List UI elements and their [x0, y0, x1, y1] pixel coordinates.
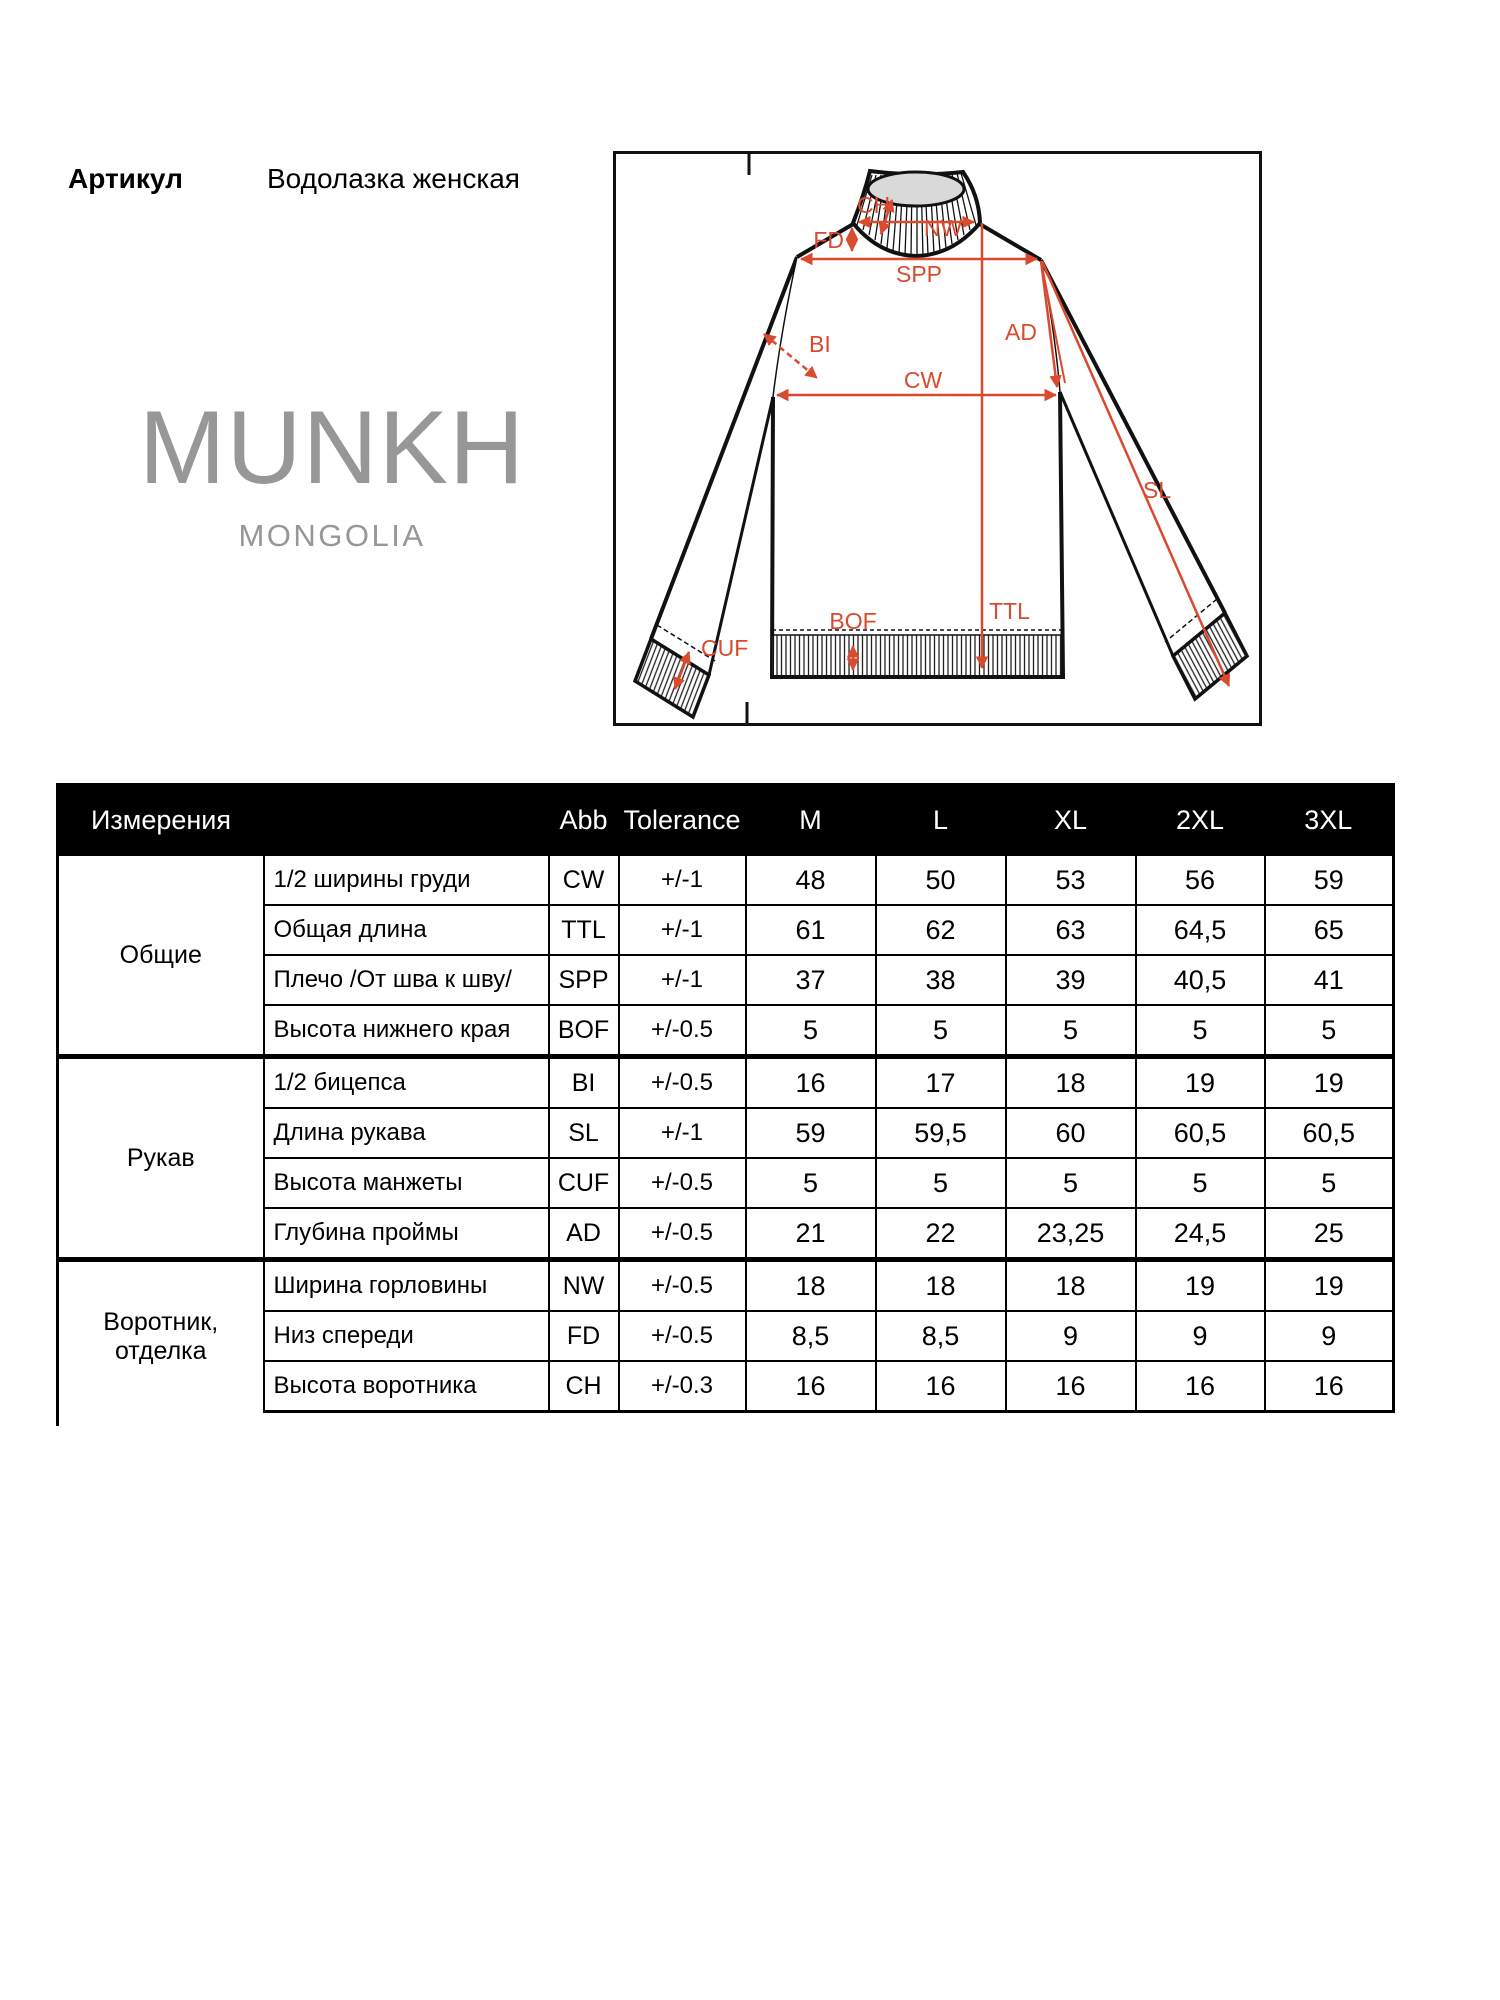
row-abb: BI: [549, 1057, 619, 1109]
value-xl: 18: [1006, 1057, 1136, 1109]
table-header-row: [58, 785, 1394, 856]
value-3xl: 19: [1265, 1057, 1394, 1109]
value-m: 5: [746, 1158, 876, 1208]
row-abb: TTL: [549, 905, 619, 955]
column-header-size-l: L: [876, 785, 1006, 856]
column-header-size-2xl: 2XL: [1136, 785, 1265, 856]
value-l: 50: [876, 855, 1006, 905]
column-header-tolerance: Tolerance: [619, 785, 746, 856]
value-m: 16: [746, 1361, 876, 1412]
row-tolerance: +/-0.5: [619, 1057, 746, 1109]
value-2xl: 24,5: [1136, 1208, 1265, 1260]
spp-label: SPP: [895, 261, 943, 287]
article-label: Артикул: [68, 163, 183, 194]
value-l: 16: [876, 1361, 1006, 1412]
row-label: Глубина проймы: [264, 1208, 549, 1260]
value-l: 5: [876, 1158, 1006, 1208]
value-l: 59,5: [876, 1108, 1006, 1158]
value-3xl: 25: [1265, 1208, 1394, 1260]
row-label: Длина рукава: [264, 1108, 549, 1158]
row-tolerance: +/-0.5: [619, 1311, 746, 1361]
row-tolerance: +/-0.5: [619, 1260, 746, 1312]
value-2xl: 5: [1136, 1158, 1265, 1208]
row-abb: FD: [549, 1311, 619, 1361]
value-xl: 9: [1006, 1311, 1136, 1361]
value-xl: 39: [1006, 955, 1136, 1005]
row-label: Высота воротника: [264, 1361, 549, 1412]
value-m: 8,5: [746, 1311, 876, 1361]
row-label: Низ спереди: [264, 1311, 549, 1361]
value-m: 48: [746, 855, 876, 905]
row-tolerance: +/-1: [619, 1108, 746, 1158]
value-m: 21: [746, 1208, 876, 1260]
value-2xl: 9: [1136, 1311, 1265, 1361]
value-2xl: 19: [1136, 1057, 1265, 1109]
value-l: 5: [876, 1005, 1006, 1057]
brand-logo: [60, 390, 604, 554]
size-table: [56, 783, 1395, 1413]
row-abb: AD: [549, 1208, 619, 1260]
table-row: [58, 1057, 1394, 1109]
value-3xl: 16: [1265, 1361, 1394, 1412]
row-abb: SL: [549, 1108, 619, 1158]
bof-label: BOF: [829, 608, 877, 634]
value-xl: 5: [1006, 1158, 1136, 1208]
table-row: [58, 1260, 1394, 1312]
ch-label: CH: [857, 192, 891, 218]
row-tolerance: +/-1: [619, 955, 746, 1005]
row-tolerance: +/-0.5: [619, 1158, 746, 1208]
row-label: Плечо /От шва к шву/: [264, 955, 549, 1005]
value-3xl: 59: [1265, 855, 1394, 905]
value-m: 5: [746, 1005, 876, 1057]
value-xl: 5: [1006, 1005, 1136, 1057]
row-label: 1/2 ширины груди: [264, 855, 549, 905]
value-xl: 16: [1006, 1361, 1136, 1412]
brand-country: MONGOLIA: [238, 518, 426, 553]
value-m: 16: [746, 1057, 876, 1109]
value-xl: 23,25: [1006, 1208, 1136, 1260]
value-2xl: 60,5: [1136, 1108, 1265, 1158]
row-label: 1/2 бицепса: [264, 1057, 549, 1109]
value-2xl: 40,5: [1136, 955, 1265, 1005]
table-row: [58, 855, 1394, 905]
value-l: 17: [876, 1057, 1006, 1109]
value-l: 18: [876, 1260, 1006, 1312]
row-abb: CW: [549, 855, 619, 905]
article-value: Водолазка женская: [267, 163, 520, 194]
bi-label: BI: [809, 331, 831, 357]
column-header-measurements: Измерения: [58, 785, 549, 856]
row-abb: NW: [549, 1260, 619, 1312]
column-header-abb: Abb: [549, 785, 619, 856]
column-header-size-xl: XL: [1006, 785, 1136, 856]
row-tolerance: +/-0.5: [619, 1208, 746, 1260]
cw-label: CW: [903, 367, 943, 393]
value-2xl: 56: [1136, 855, 1265, 905]
value-3xl: 65: [1265, 905, 1394, 955]
group-cell-rukav: Рукав: [58, 1057, 264, 1260]
value-m: 37: [746, 955, 876, 1005]
value-xl: 60: [1006, 1108, 1136, 1158]
value-3xl: 5: [1265, 1005, 1394, 1057]
row-label: Ширина горловины: [264, 1260, 549, 1312]
value-2xl: 5: [1136, 1005, 1265, 1057]
row-abb: CH: [549, 1361, 619, 1412]
value-3xl: 60,5: [1265, 1108, 1394, 1158]
row-label: Высота манжеты: [264, 1158, 549, 1208]
group-cell-obshchie: Общие: [58, 855, 264, 1057]
table-left-border-stub: [56, 1403, 59, 1426]
sl-line: [1042, 261, 1229, 686]
column-header-size-m: M: [746, 785, 876, 856]
row-abb: CUF: [549, 1158, 619, 1208]
ttl-label: TTL: [989, 598, 1030, 624]
ad-label: AD: [1005, 319, 1037, 345]
value-m: 59: [746, 1108, 876, 1158]
value-3xl: 19: [1265, 1260, 1394, 1312]
fd-label: FD: [813, 227, 844, 253]
value-xl: 63: [1006, 905, 1136, 955]
value-m: 18: [746, 1260, 876, 1312]
value-2xl: 64,5: [1136, 905, 1265, 955]
row-label: Высота нижнего края: [264, 1005, 549, 1057]
row-abb: SPP: [549, 955, 619, 1005]
value-2xl: 19: [1136, 1260, 1265, 1312]
value-3xl: 9: [1265, 1311, 1394, 1361]
value-l: 62: [876, 905, 1006, 955]
group-cell-vorotnik: Воротник, отделка: [58, 1260, 264, 1412]
row-tolerance: +/-1: [619, 855, 746, 905]
value-2xl: 16: [1136, 1361, 1265, 1412]
row-label: Общая длина: [264, 905, 549, 955]
value-3xl: 41: [1265, 955, 1394, 1005]
cuf-label: CUF: [701, 635, 749, 661]
row-tolerance: +/-0.3: [619, 1361, 746, 1412]
value-xl: 18: [1006, 1260, 1136, 1312]
row-abb: BOF: [549, 1005, 619, 1057]
value-l: 22: [876, 1208, 1006, 1260]
sweater-measurement-diagram: [613, 151, 1262, 726]
nw-label: NW: [923, 215, 963, 241]
value-l: 8,5: [876, 1311, 1006, 1361]
row-tolerance: +/-0.5: [619, 1005, 746, 1057]
row-tolerance: +/-1: [619, 905, 746, 955]
value-l: 38: [876, 955, 1006, 1005]
sl-label: SL: [1143, 477, 1172, 503]
value-m: 61: [746, 905, 876, 955]
value-3xl: 5: [1265, 1158, 1394, 1208]
brand-name: MUNKH: [138, 390, 526, 506]
value-xl: 53: [1006, 855, 1136, 905]
column-header-size-3xl: 3XL: [1265, 785, 1394, 856]
